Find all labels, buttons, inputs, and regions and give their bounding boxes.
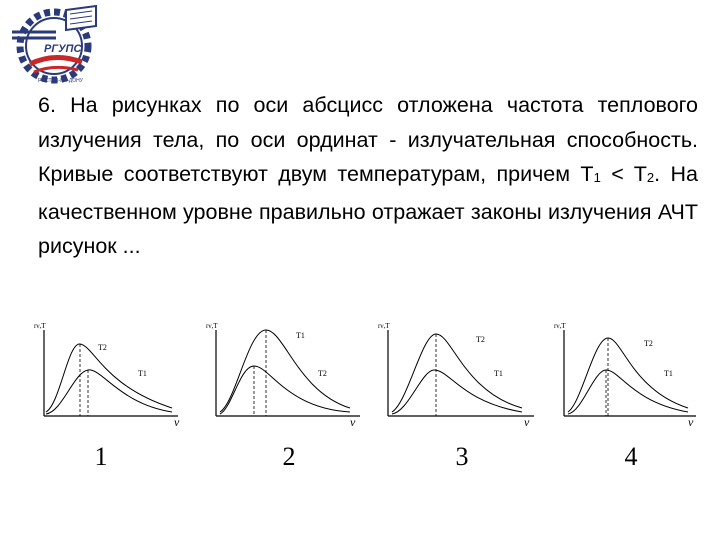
graph-3[interactable]	[372, 312, 542, 432]
curve-upper	[220, 330, 350, 412]
y-axis-label: rν,T	[554, 322, 566, 330]
university-logo	[4, 2, 104, 86]
logo-text: РГУПС	[44, 43, 82, 55]
x-axis-label: ν	[688, 415, 694, 429]
x-axis-label: ν	[524, 415, 530, 429]
question-number: 6.	[38, 93, 56, 117]
lower-curve-label: T1	[664, 369, 673, 378]
t1-subscript: 1	[593, 170, 601, 185]
curve-upper	[46, 344, 172, 412]
graph-1[interactable]	[28, 312, 188, 432]
figure-number-4[interactable]: 4	[624, 442, 638, 471]
x-axis-label: ν	[350, 415, 356, 429]
upper-curve-label: T2	[98, 343, 107, 352]
question-part1: На рисунках по оси абсцисс отложена частота теплового излучения тела, по оси ординат - излучательная способность. Кривые соответствуют двум температурам, причем T	[38, 93, 698, 186]
question-mid: < T	[600, 162, 647, 186]
upper-curve-label: T1	[296, 331, 305, 340]
y-axis-label: rν,T	[206, 322, 218, 330]
upper-curve-label: T2	[476, 335, 485, 344]
logo-emblem-icon	[4, 2, 104, 86]
logo-subtext: РОСТОВ-НА-ДОНУ	[38, 78, 83, 84]
figure-number-3[interactable]: 3	[455, 442, 469, 471]
figure-number-1[interactable]: 1	[94, 442, 108, 471]
curve-lower	[46, 370, 172, 414]
graph-2[interactable]	[200, 312, 370, 432]
upper-curve-label: T2	[644, 339, 653, 348]
y-axis-label: rν,T	[34, 322, 46, 330]
t2-subscript: 2	[646, 170, 655, 185]
question-part2: . На качественном уровне правильно отражает законы излучения АЧТ рисунок ...	[38, 162, 698, 258]
graph-4[interactable]	[548, 312, 708, 432]
lower-curve-label: T1	[138, 369, 147, 378]
x-axis-label: ν	[174, 415, 180, 429]
question-text	[38, 88, 698, 264]
lower-curve-label: T1	[494, 369, 503, 378]
lower-curve-label: T2	[318, 369, 327, 378]
y-axis-label: rν,T	[378, 322, 390, 330]
figure-number-2[interactable]: 2	[282, 442, 296, 471]
